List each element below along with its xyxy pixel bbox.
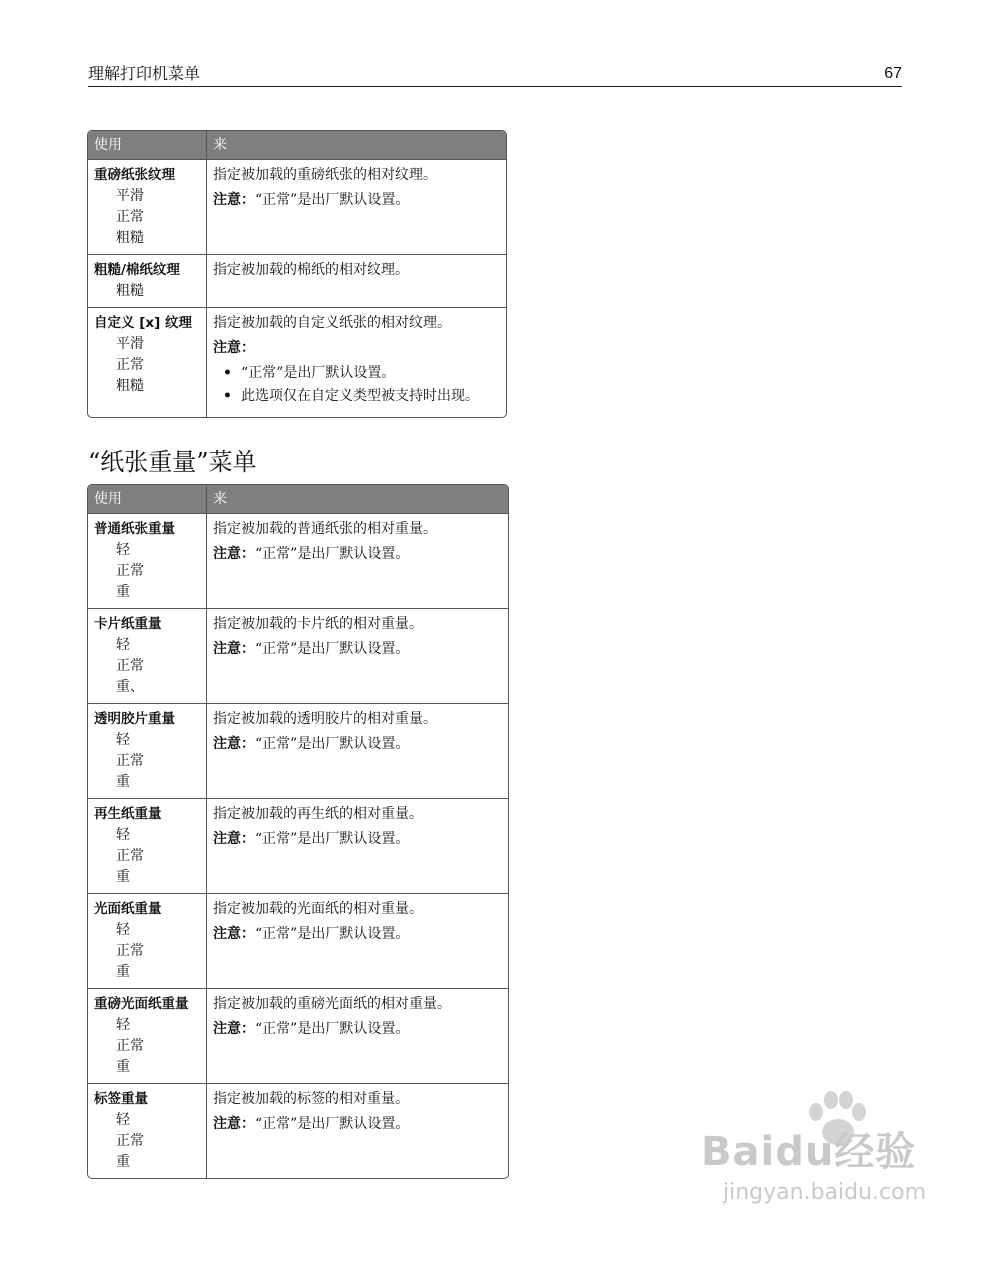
option: 正常	[116, 1133, 144, 1149]
table-row	[88, 798, 508, 893]
note	[213, 544, 502, 565]
note	[213, 190, 500, 211]
note	[213, 734, 502, 755]
note-label: 注意：	[213, 831, 255, 847]
note-text: “正常”是出厂默认设置。	[255, 926, 410, 942]
note-bullet: • 此选项仅在自定义类型被支持时出现。	[213, 386, 500, 407]
table-row	[88, 608, 508, 703]
table-row	[88, 703, 508, 798]
note	[213, 639, 502, 660]
option: 正常	[116, 1038, 144, 1054]
column-header-purpose: 来	[206, 485, 508, 513]
note-bullet: • “正常”是出厂默认设置。	[213, 363, 500, 384]
table-row	[88, 254, 506, 307]
option: 粗糙	[116, 378, 144, 394]
note-text: “正常”是出厂默认设置。	[255, 192, 410, 208]
note-text: “正常”是出厂默认设置。	[255, 736, 410, 752]
setting-name: 卡片纸重量	[94, 616, 162, 632]
weight-menu-table	[87, 484, 509, 1179]
note-label: 注意：	[213, 192, 255, 208]
setting-name: 重磅纸张纹理	[94, 167, 175, 183]
column-header-purpose: 来	[206, 131, 506, 159]
note-text: “正常”是出厂默认设置。	[255, 1116, 410, 1132]
baidu-watermark	[701, 1090, 931, 1230]
option: 重	[116, 584, 130, 600]
table-row	[88, 307, 506, 417]
table-row	[88, 988, 508, 1083]
texture-menu-table	[87, 130, 507, 418]
option: 平滑	[116, 188, 144, 204]
header-title: 理解打印机菜单	[88, 64, 201, 83]
table-row	[88, 513, 508, 608]
watermark-url: jingyan.baidu.com	[723, 1180, 927, 1205]
description: 指定被加载的光面纸的相对重量。	[213, 901, 423, 917]
option: 轻	[116, 542, 130, 558]
option: 重	[116, 964, 130, 980]
option: 轻	[116, 922, 130, 938]
description: 指定被加载的自定义纸张的相对纹理。	[213, 315, 451, 331]
option: 正常	[116, 753, 144, 769]
setting-name: 重磅光面纸重量	[94, 996, 189, 1012]
option: 轻	[116, 1017, 130, 1033]
option: 正常	[116, 658, 144, 674]
option: 重	[116, 1059, 130, 1075]
note-text: “正常”是出厂默认设置。	[255, 831, 410, 847]
note	[213, 829, 502, 850]
note-label: 注意：	[213, 926, 255, 942]
table-row	[88, 1083, 508, 1178]
description: 指定被加载的标签的相对重量。	[213, 1091, 409, 1107]
section-heading: “纸张重量”菜单	[88, 448, 257, 476]
setting-name: 普通纸张重量	[94, 521, 175, 537]
column-header-use: 使用	[88, 131, 206, 159]
note-label: 注意：	[213, 1021, 255, 1037]
setting-name: 标签重量	[94, 1091, 148, 1107]
option: 重	[116, 1154, 130, 1170]
option: 正常	[116, 848, 144, 864]
option: 平滑	[116, 336, 144, 352]
option: 粗糙	[116, 283, 144, 299]
description: 指定被加载的重磅光面纸的相对重量。	[213, 996, 451, 1012]
page-number: 67	[884, 65, 902, 82]
watermark-logo: Baidu经验	[701, 1129, 917, 1175]
setting-name: 光面纸重量	[94, 901, 162, 917]
option: 正常	[116, 209, 144, 225]
description: 指定被加载的卡片纸的相对重量。	[213, 616, 423, 632]
note-text: “正常”是出厂默认设置。	[255, 641, 410, 657]
option: 粗糙	[116, 230, 144, 246]
setting-name: 自定义 [x] 纹理	[94, 315, 192, 331]
setting-name: 透明胶片重量	[94, 711, 175, 727]
description: 指定被加载的棉纸的相对纹理。	[213, 262, 409, 278]
option: 重	[116, 869, 130, 885]
option: 重	[116, 774, 130, 790]
table-row	[88, 159, 506, 254]
note-label: 注意：	[213, 736, 255, 752]
table-row	[88, 893, 508, 988]
option: 轻	[116, 732, 130, 748]
option: 重、	[116, 679, 144, 695]
description: 指定被加载的再生纸的相对重量。	[213, 806, 423, 822]
description: 指定被加载的普通纸张的相对重量。	[213, 521, 437, 537]
note-text: “正常”是出厂默认设置。	[255, 1021, 410, 1037]
setting-name: 粗糙/棉纸纹理	[94, 262, 180, 278]
note-label: 注意：	[213, 1116, 255, 1132]
option: 轻	[116, 1112, 130, 1128]
page-header	[88, 64, 902, 87]
note-bullet-list	[213, 363, 500, 407]
description: 指定被加载的重磅纸张的相对纹理。	[213, 167, 437, 183]
column-header-use: 使用	[88, 485, 206, 513]
setting-name: 再生纸重量	[94, 806, 162, 822]
note	[213, 1114, 502, 1135]
note-label: 注意：	[213, 641, 255, 657]
option: 正常	[116, 563, 144, 579]
option: 正常	[116, 943, 144, 959]
note	[213, 1019, 502, 1040]
note-label: 注意：	[213, 546, 255, 562]
note-text: “正常”是出厂默认设置。	[255, 546, 410, 562]
description: 指定被加载的透明胶片的相对重量。	[213, 711, 437, 727]
option: 轻	[116, 827, 130, 843]
note-label: 注意：	[213, 340, 255, 356]
option: 正常	[116, 357, 144, 373]
option: 轻	[116, 637, 130, 653]
note	[213, 924, 502, 945]
